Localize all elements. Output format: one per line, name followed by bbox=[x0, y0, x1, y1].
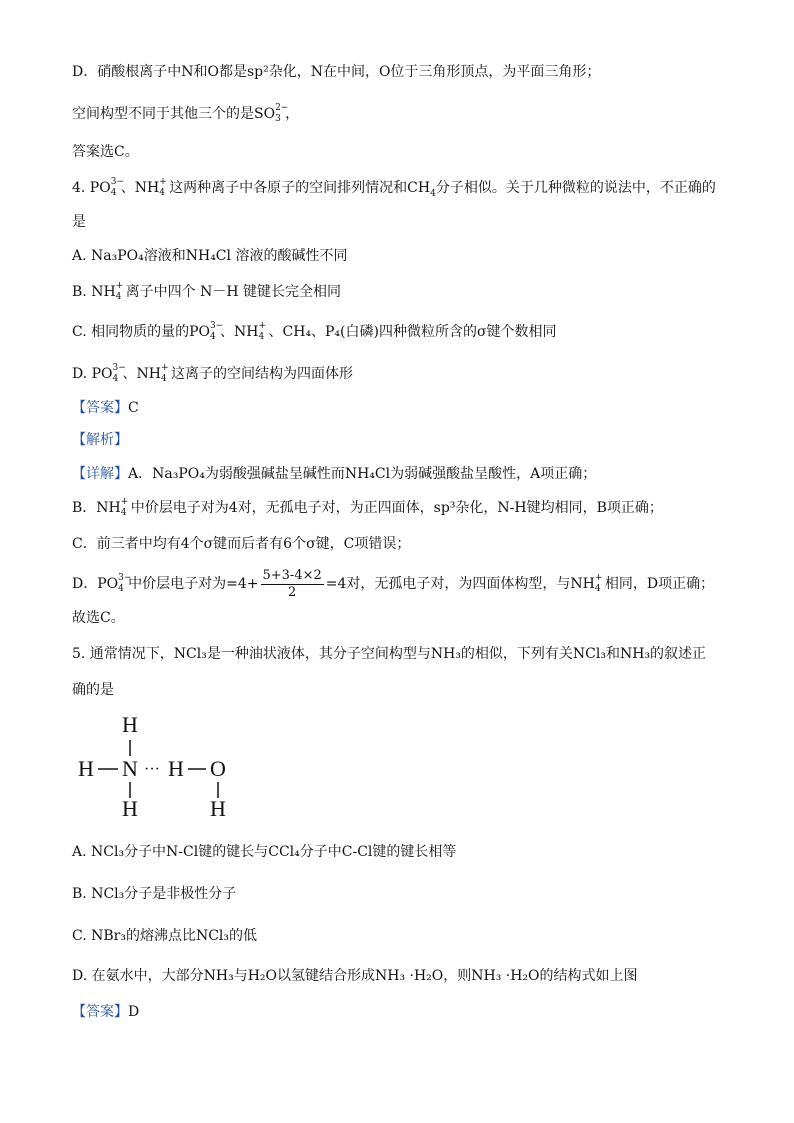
q4-analysis-label: 【解析】 bbox=[72, 432, 128, 448]
atom-h-o-bottom: H bbox=[210, 796, 226, 821]
hydrogen-bond-dots: ··· bbox=[144, 761, 160, 778]
q4-detail-c: C．前三者中均有4个σ键而后者有6个σ键，C项错误； bbox=[72, 536, 411, 552]
atom-h-bridge: H bbox=[168, 756, 184, 781]
text: 空间构型不同于其他三个的是SO bbox=[72, 106, 276, 122]
answer-line bbox=[72, 142, 139, 162]
q5-option-c: C. NBr₃的熔沸点比NCl₃的低 bbox=[72, 928, 258, 944]
so3-charge: 2− 3 bbox=[275, 103, 289, 124]
q5-answer: 【答案】D bbox=[72, 1004, 140, 1020]
q5-option-d: D. 在氨水中，大部分NH₃与H₂O以氢键结合形成NH₃ ·H₂O，则NH₃ ·H₂O的结构式如上图 bbox=[72, 968, 638, 984]
q4-option-b: B. NH + 4 离子中四个 N－H 键键长完全相同 bbox=[72, 281, 342, 302]
atom-o: O bbox=[210, 756, 226, 781]
question-4-stem: 4. PO 3− 4 、NH + 4 这两种离子中各原子的空间排列情况和$CH_4$分子相似。关于几种微粒的说法中，不正确的 bbox=[72, 177, 716, 199]
nh3-h2o-structure-figure bbox=[78, 712, 278, 826]
q4-answer: 【答案】C bbox=[72, 400, 139, 416]
text: D．硝酸根离子中N和O都是sp²杂化，N在中间，O位于三角形顶点，为平面三角形； bbox=[72, 64, 601, 80]
q4-detail-d: D．PO 3− 4 中价层电子对为=4+ $\frac{5+3-4\times 2}{2}$ =4对，无孤电子对，为四面体构型，与NH + 4 相同，D项正确； bbox=[72, 567, 715, 600]
atom-h-bottom: H bbox=[122, 796, 138, 821]
q4-option-a: A. Na₃PO₄溶液和NH₄Cl 溶液的酸碱性不同 bbox=[72, 248, 348, 264]
atom-h-left: H bbox=[78, 756, 94, 781]
question-5-stem: 5. 通常情况下，NCl₃是一种油状液体，其分子空间构型与NH₃的相似，下列有关NCl₃和NH₃的叙述正 bbox=[72, 646, 707, 662]
valence-fraction: $\frac{5+3-4\times 2}{2}$ bbox=[262, 567, 322, 600]
atom-n: N bbox=[122, 756, 138, 781]
question-5-stem-cont: 确的是 bbox=[72, 682, 114, 698]
q4-conclusion: 故选C。 bbox=[72, 610, 125, 626]
conclusion-line bbox=[72, 104, 299, 124]
q4-detail-b: B．NH + 4 中价层电子对为4对，无孤电子对，为正四面体，sp³杂化，N-H键均相同，B项正确； bbox=[72, 497, 663, 518]
option-d-nitrate-line bbox=[72, 62, 600, 82]
text: 答案选C。 bbox=[72, 144, 139, 160]
q4-option-d: D. PO 3− 4 、NH + 4 这离子的空间结构为四面体形 bbox=[72, 363, 353, 384]
question-4-stem-cont: 是 bbox=[72, 214, 86, 230]
q5-option-a: A. NCl₃分子中N-Cl键的键长与CCl₄分子中C-Cl键的键长相等 bbox=[72, 844, 457, 860]
q4-option-c: C. 相同物质的量的PO 3− 4 、NH + 4 、CH₄、P₄(白磷)四种微粒所含的σ键个数相同 bbox=[72, 321, 557, 342]
q5-option-b: B. NCl₃分子是非极性分子 bbox=[72, 886, 237, 902]
q4-detail-a: 【详解】A．Na₃PO₄为弱酸强碱盐呈碱性而NH₄Cl为弱碱强酸盐呈酸性，A项正确； bbox=[72, 466, 597, 482]
text: ， bbox=[285, 106, 300, 122]
atom-h-top: H bbox=[122, 712, 138, 737]
